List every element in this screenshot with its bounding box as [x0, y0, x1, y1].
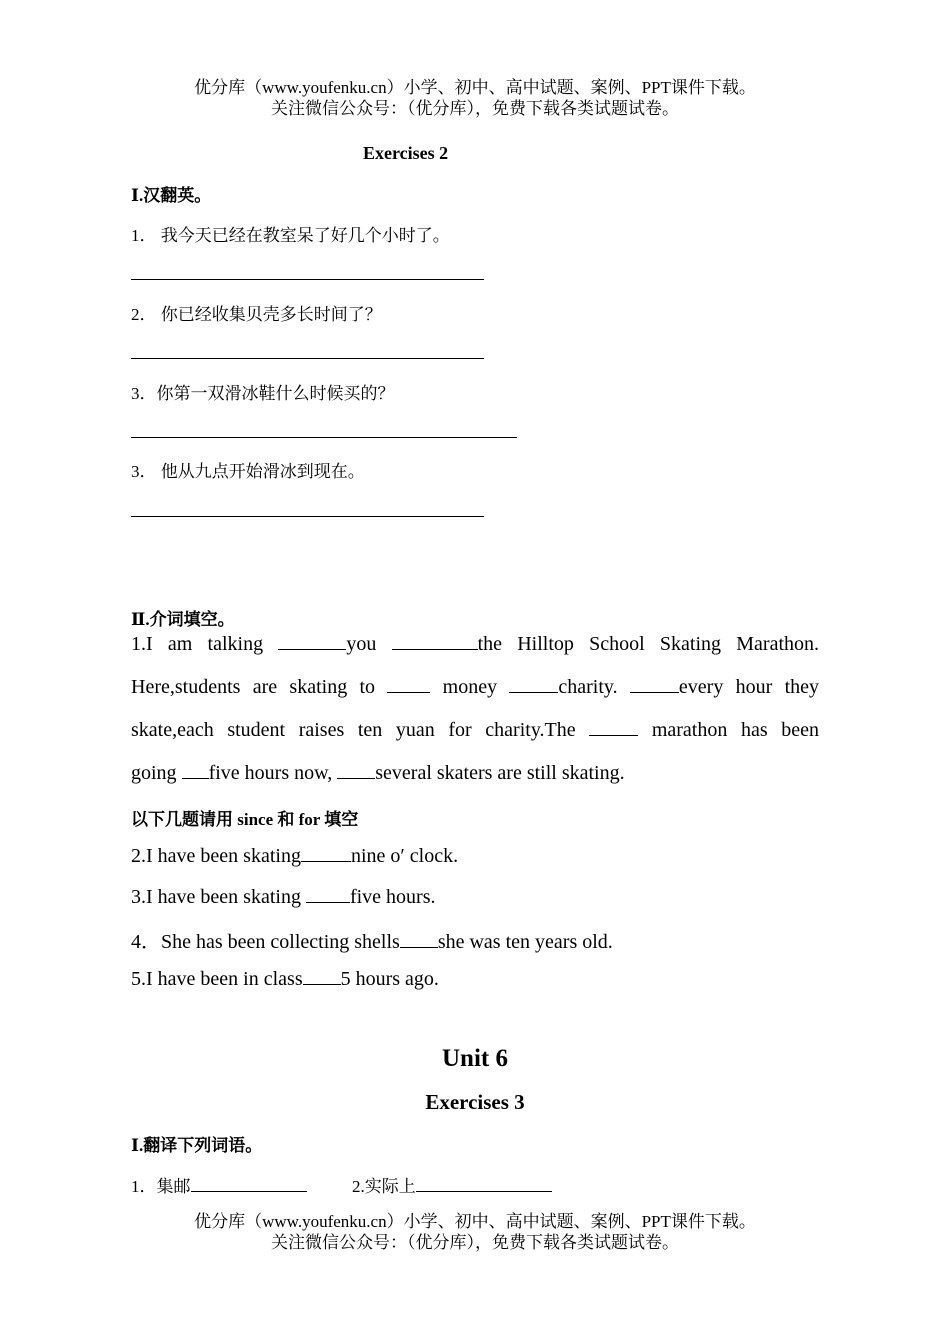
item-text: 5.I have been in class: [131, 968, 303, 990]
fill-blank[interactable]: [306, 884, 350, 903]
paragraph-text: five hours now,: [208, 762, 338, 784]
paragraph-text: skate,each student raises ten yuan for charity.The: [131, 719, 590, 741]
since-for-note: 以下几题请用 since 和 for 填空: [131, 810, 359, 829]
header-line-2: 关注微信公众号：（优分库），免费下载各类试题试卷。: [271, 99, 679, 118]
paragraph-text: several skaters are still skating.: [375, 762, 625, 784]
paragraph-text: every hour they: [678, 676, 820, 698]
fill-blank[interactable]: [387, 674, 430, 693]
fill-blank[interactable]: [400, 929, 438, 948]
unit-6-title: Unit 6: [442, 1045, 508, 1072]
fill-blank[interactable]: [301, 843, 351, 862]
fill-blank[interactable]: [509, 674, 558, 693]
footer-line-1: 优分库（www.youfenku.cn）小学、初中、高中试题、案例、PPT课件下载。: [194, 1212, 756, 1231]
footer-line-2: 关注微信公众号：（优分库），免费下载各类试题试卷。: [271, 1233, 679, 1252]
section-2-heading: Ⅱ.介词填空。: [131, 610, 235, 629]
item-text: she was ten years old.: [437, 931, 613, 953]
paragraph-text: you: [346, 633, 392, 655]
section-1-heading: Ⅰ.汉翻英。: [131, 186, 212, 205]
fill-blank[interactable]: [589, 717, 638, 736]
paragraph-row-3: [131, 709, 819, 752]
exercises-3-heading: Ⅰ.翻译下列词语。: [131, 1136, 263, 1155]
item-text: 5 hours ago.: [340, 968, 439, 990]
answer-line-3: [131, 437, 517, 438]
header-line-1: 优分库（www.youfenku.cn）小学、初中、高中试题、案例、PPT课件下载。: [194, 78, 756, 97]
translation-item-2: 2． 你已经收集贝壳多长时间了？: [131, 305, 382, 324]
paragraph-row-2: [131, 666, 819, 709]
fill-blank[interactable]: [182, 760, 209, 779]
paragraph-text: marathon has been: [638, 719, 819, 741]
paragraph-row-4: [131, 752, 819, 795]
item-text: 3.I have been skating: [131, 886, 306, 908]
item-text: 4．She has been collecting shells: [131, 931, 400, 953]
fill-blank[interactable]: [191, 1173, 307, 1192]
exercises-3-title: Exercises 3: [425, 1090, 525, 1114]
item-text: 2.实际上: [352, 1177, 416, 1196]
paragraph-text: 1.I am talking: [131, 633, 279, 655]
item-text: 1．集邮: [131, 1177, 191, 1196]
paragraph-text: money: [430, 676, 510, 698]
fill-blank[interactable]: [337, 760, 375, 779]
fill-blank[interactable]: [303, 966, 341, 985]
vocab-item-2: [352, 1172, 552, 1197]
paragraph-text: the Hilltop School Skating Marathon.: [477, 633, 820, 655]
paragraph-row-1: [131, 623, 819, 666]
translation-item-4: 3． 他从九点开始滑冰到现在。: [131, 462, 365, 481]
since-for-item-3: [131, 884, 436, 909]
answer-line-4: [131, 516, 484, 517]
fill-blank[interactable]: [630, 674, 679, 693]
fill-blank[interactable]: [278, 631, 346, 650]
paragraph-text: charity.: [558, 676, 630, 698]
since-for-item-5: [131, 966, 439, 991]
translation-item-1: 1． 我今天已经在教室呆了好几个小时了。: [131, 226, 450, 245]
translation-item-3: 3．你第一双滑冰鞋什么时候买的？: [131, 384, 395, 403]
item-text: 2.I have been skating: [131, 845, 301, 867]
paragraph-text: Here,students are skating to: [131, 676, 388, 698]
preposition-paragraph: [131, 623, 819, 795]
answer-line-1: [131, 279, 484, 280]
answer-line-2: [131, 358, 484, 359]
item-text: five hours.: [349, 886, 436, 908]
paragraph-text: going: [131, 762, 182, 784]
vocab-item-1: [131, 1172, 307, 1197]
since-for-item-4: [131, 925, 613, 954]
fill-blank[interactable]: [416, 1173, 552, 1192]
fill-blank[interactable]: [392, 631, 478, 650]
since-for-item-2: [131, 843, 458, 868]
item-text: nine o′ clock.: [350, 845, 459, 867]
exercises-2-title: Exercises 2: [363, 143, 449, 163]
